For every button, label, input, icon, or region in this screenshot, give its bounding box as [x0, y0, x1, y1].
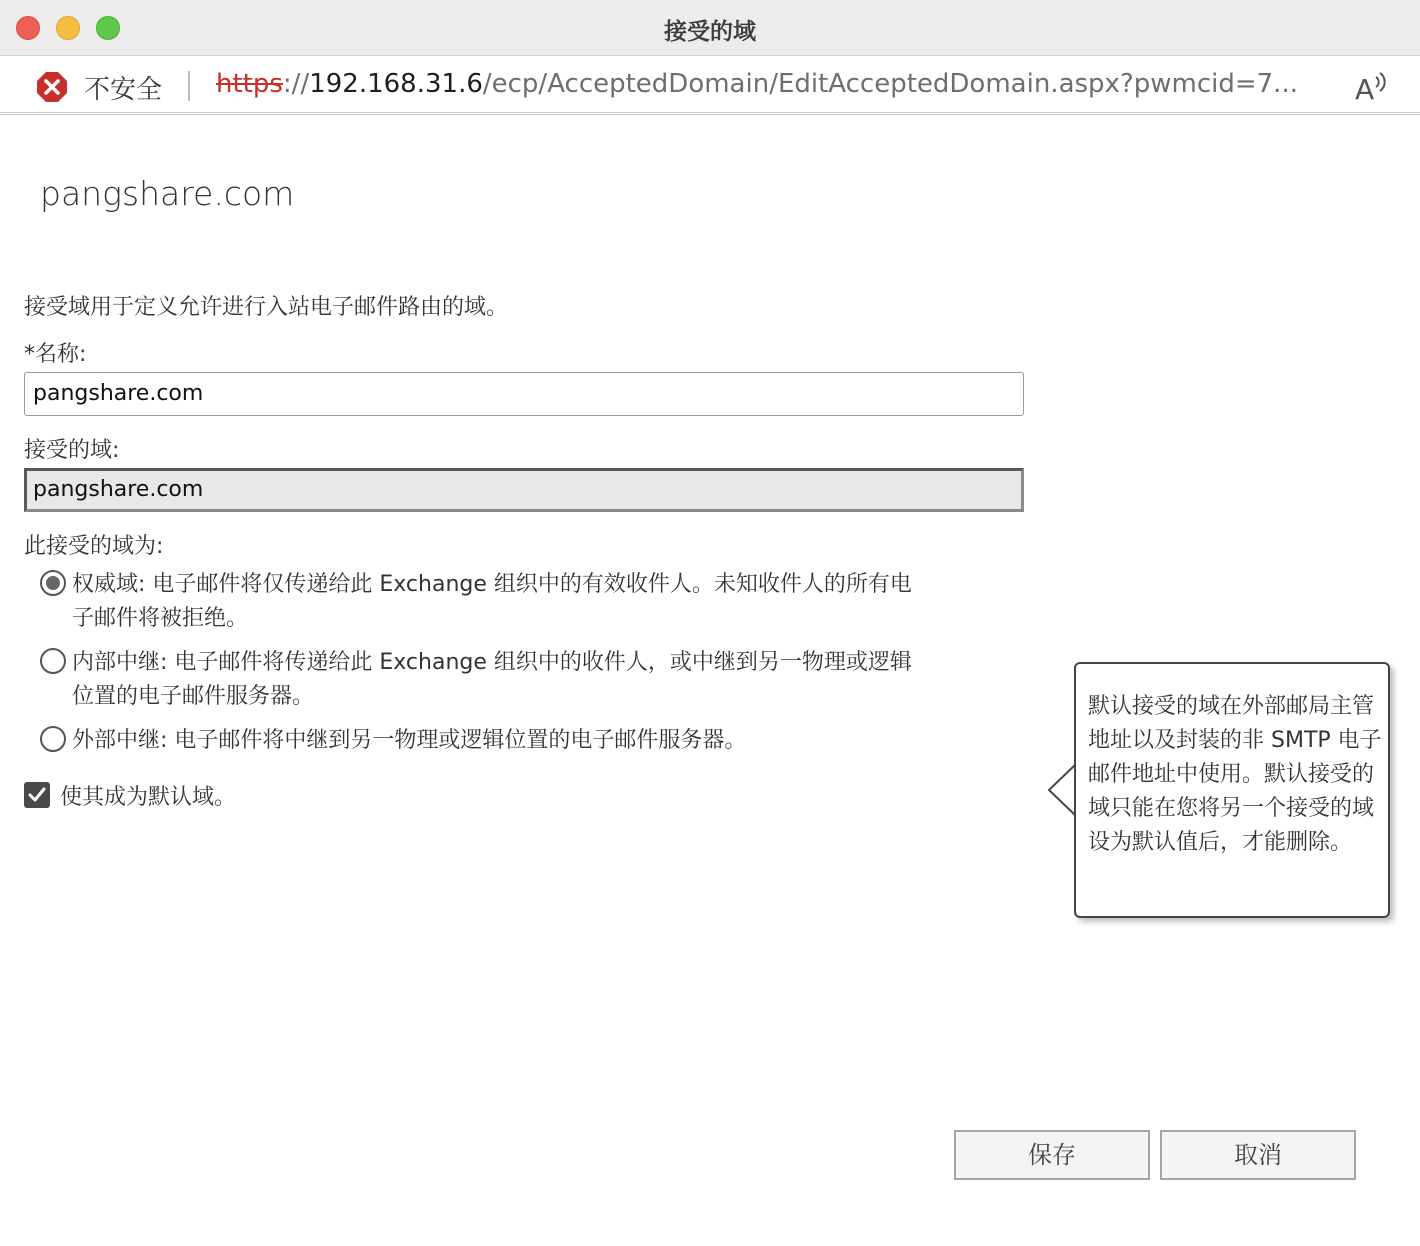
authoritative-radio-label[interactable]: 权威域: 电子邮件将仅传递给此 Exchange 组织中的有效收件人。未知收件人的所有电子邮件将被拒绝。 — [72, 572, 912, 631]
page-title: pangshare.com — [40, 174, 295, 213]
form-description: 接受域用于定义允许进行入站电子邮件路由的域。 — [24, 295, 509, 320]
address-bar[interactable] — [0, 57, 1420, 115]
address-divider — [188, 71, 190, 101]
help-tooltip-text: 默认接受的域在外部邮局主管地址以及封装的非 SMTP 电子邮件地址中使用。默认接受的域只能在您将另一个接受的域设为默认值后，才能删除。 — [1088, 694, 1382, 855]
accepted-domain-input[interactable]: pangshare.com — [24, 468, 1024, 512]
save-button[interactable]: 保存 — [954, 1130, 1150, 1180]
url-scheme: https — [216, 69, 283, 99]
checkmark-icon — [26, 784, 48, 806]
authoritative-radio[interactable] — [40, 570, 66, 596]
name-label: *名称: — [24, 342, 87, 367]
window-titlebar — [0, 0, 1420, 56]
read-aloud-icon[interactable] — [1354, 69, 1388, 103]
name-input[interactable]: pangshare.com — [24, 372, 1024, 416]
radio-option-authoritative[interactable] — [40, 568, 920, 638]
default-domain-checkbox[interactable] — [24, 782, 50, 808]
external-relay-radio-label[interactable]: 外部中继: 电子邮件将中继到另一物理或逻辑位置的电子邮件服务器。 — [72, 728, 747, 753]
radio-option-external-relay[interactable] — [40, 724, 920, 760]
internal-relay-radio-label[interactable]: 内部中继: 电子邮件将传递给此 Exchange 组织中的收件人，或中继到另一物理或逻辑位置的电子邮件服务器。 — [72, 650, 912, 709]
url-path: /ecp/AcceptedDomain/EditAcceptedDomain.aspx?pwmcid=7... — [482, 69, 1298, 99]
accepted-domain-label: 接受的域: — [24, 438, 120, 463]
url-separator: :// — [282, 69, 310, 99]
insecure-warning-icon[interactable] — [36, 71, 68, 103]
external-relay-radio[interactable] — [40, 726, 66, 752]
url-text[interactable] — [216, 69, 1298, 99]
default-domain-checkbox-label[interactable]: 使其成为默认域。 — [60, 785, 237, 810]
internal-relay-radio[interactable] — [40, 648, 66, 674]
svg-text:A: A — [1355, 73, 1375, 103]
url-host: 192.168.31.6 — [309, 69, 483, 99]
domain-type-label: 此接受的域为: — [24, 534, 164, 559]
security-status-label[interactable]: 不安全 — [84, 75, 163, 105]
window-title: 接受的域 — [664, 19, 756, 45]
radio-option-internal-relay[interactable] — [40, 646, 920, 716]
help-tooltip — [1074, 662, 1390, 918]
cancel-button[interactable]: 取消 — [1160, 1130, 1356, 1180]
